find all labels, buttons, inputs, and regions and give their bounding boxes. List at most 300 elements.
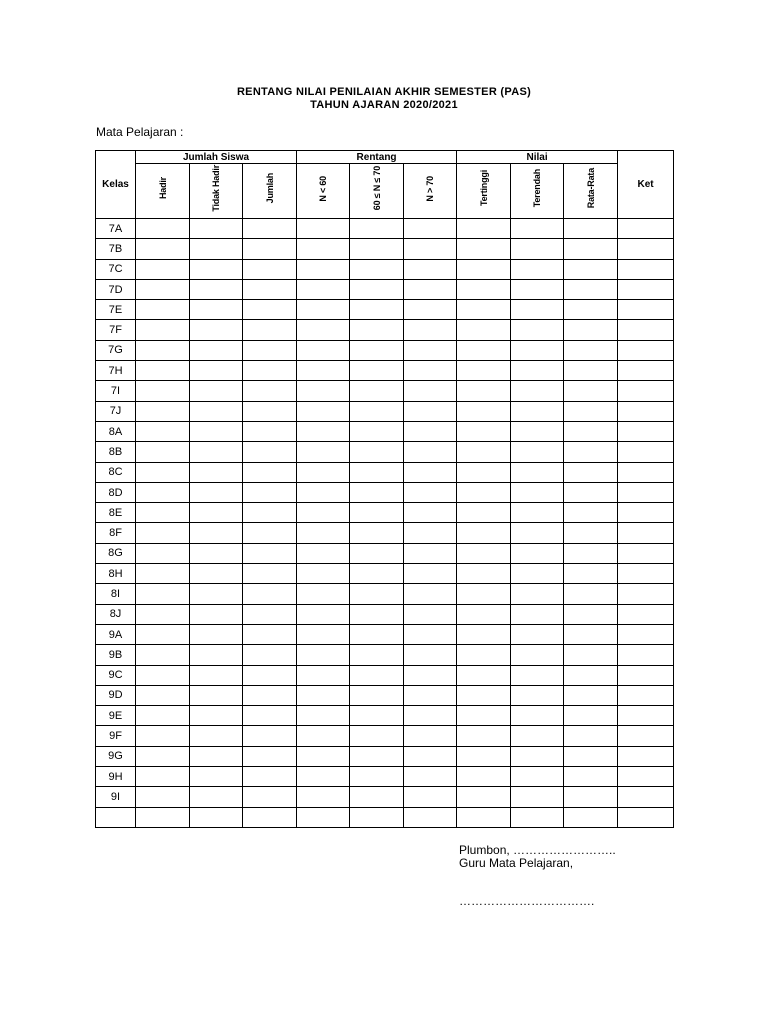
entry-cell	[564, 361, 618, 381]
entry-cell	[511, 746, 564, 766]
entry-cell	[243, 645, 297, 665]
entry-cell	[243, 685, 297, 705]
entry-cell	[190, 543, 243, 563]
entry-cell	[297, 645, 350, 665]
entry-cell	[136, 543, 190, 563]
entry-cell	[404, 523, 457, 543]
entry-cell	[136, 787, 190, 807]
entry-cell	[350, 340, 404, 360]
kelas-cell: 9A	[96, 624, 136, 644]
entry-cell	[511, 421, 564, 441]
entry-cell	[564, 340, 618, 360]
kelas-cell: 8J	[96, 604, 136, 624]
entry-cell	[457, 421, 511, 441]
entry-cell	[243, 503, 297, 523]
entry-cell	[136, 645, 190, 665]
table-body	[96, 219, 674, 828]
kelas-cell: 7H	[96, 361, 136, 381]
entry-cell	[457, 543, 511, 563]
entry-cell	[564, 239, 618, 259]
table-row	[96, 645, 674, 665]
entry-cell	[404, 259, 457, 279]
header-rentang: Rentang	[297, 151, 457, 164]
entry-cell	[297, 462, 350, 482]
entry-cell	[297, 279, 350, 299]
kelas-cell: 7J	[96, 401, 136, 421]
entry-cell	[190, 503, 243, 523]
header-n-lt-60: N < 60	[318, 175, 329, 202]
entry-cell	[350, 279, 404, 299]
kelas-cell: 7B	[96, 239, 136, 259]
entry-cell	[136, 726, 190, 746]
entry-cell	[457, 787, 511, 807]
table-row	[96, 767, 674, 787]
entry-cell	[511, 685, 564, 705]
table-row	[96, 584, 674, 604]
entry-cell	[190, 523, 243, 543]
entry-cell	[136, 219, 190, 239]
entry-cell	[350, 320, 404, 340]
entry-cell	[564, 421, 618, 441]
entry-cell	[511, 624, 564, 644]
entry-cell	[243, 279, 297, 299]
entry-cell	[457, 685, 511, 705]
entry-cell	[404, 564, 457, 584]
entry-cell	[404, 807, 457, 827]
entry-cell	[511, 361, 564, 381]
kelas-cell: 7C	[96, 259, 136, 279]
entry-cell	[618, 543, 674, 563]
entry-cell	[190, 624, 243, 644]
entry-cell	[297, 807, 350, 827]
entry-cell	[457, 503, 511, 523]
entry-cell	[618, 685, 674, 705]
entry-cell	[404, 543, 457, 563]
entry-cell	[564, 787, 618, 807]
kelas-cell: 7E	[96, 300, 136, 320]
entry-cell	[564, 624, 618, 644]
entry-cell	[350, 685, 404, 705]
entry-cell	[297, 239, 350, 259]
entry-cell	[618, 401, 674, 421]
header-n-gt-70-cell	[404, 164, 457, 219]
entry-cell	[243, 523, 297, 543]
entry-cell	[243, 584, 297, 604]
entry-cell	[564, 604, 618, 624]
entry-cell	[297, 482, 350, 502]
entry-cell	[511, 584, 564, 604]
kelas-cell: 9D	[96, 685, 136, 705]
entry-cell	[511, 726, 564, 746]
entry-cell	[564, 523, 618, 543]
table-row	[96, 787, 674, 807]
table-row	[96, 462, 674, 482]
kelas-cell: 9H	[96, 767, 136, 787]
entry-cell	[511, 787, 564, 807]
entry-cell	[190, 726, 243, 746]
entry-cell	[457, 584, 511, 604]
entry-cell	[243, 259, 297, 279]
entry-cell	[457, 767, 511, 787]
entry-cell	[190, 279, 243, 299]
entry-cell	[511, 665, 564, 685]
entry-cell	[511, 462, 564, 482]
header-n-gt-70: N > 70	[425, 175, 436, 202]
entry-cell	[511, 279, 564, 299]
entry-cell	[190, 584, 243, 604]
entry-cell	[564, 401, 618, 421]
table-row	[96, 340, 674, 360]
kelas-cell: 8I	[96, 584, 136, 604]
entry-cell	[243, 340, 297, 360]
entry-cell	[350, 503, 404, 523]
entry-cell	[190, 482, 243, 502]
header-tidak-hadir-cell	[190, 164, 243, 219]
entry-cell	[457, 381, 511, 401]
entry-cell	[618, 300, 674, 320]
entry-cell	[190, 401, 243, 421]
entry-cell	[297, 746, 350, 766]
kelas-cell: 8D	[96, 482, 136, 502]
entry-cell	[564, 746, 618, 766]
entry-cell	[190, 259, 243, 279]
header-n-lt-60-cell	[297, 164, 350, 219]
entry-cell	[243, 726, 297, 746]
entry-cell	[190, 361, 243, 381]
kelas-cell: 7G	[96, 340, 136, 360]
entry-cell	[457, 259, 511, 279]
entry-cell	[618, 340, 674, 360]
entry-cell	[297, 665, 350, 685]
entry-cell	[457, 807, 511, 827]
entry-cell	[404, 381, 457, 401]
table-row	[96, 300, 674, 320]
entry-cell	[190, 421, 243, 441]
entry-cell	[511, 401, 564, 421]
entry-cell	[136, 665, 190, 685]
table-row	[96, 624, 674, 644]
entry-cell	[297, 381, 350, 401]
entry-cell	[404, 767, 457, 787]
kelas-cell	[96, 807, 136, 827]
entry-cell	[190, 239, 243, 259]
entry-cell	[404, 787, 457, 807]
entry-cell	[350, 482, 404, 502]
entry-cell	[511, 482, 564, 502]
entry-cell	[136, 340, 190, 360]
entry-cell	[350, 706, 404, 726]
score-range-table	[95, 150, 674, 828]
entry-cell	[618, 462, 674, 482]
table-row	[96, 482, 674, 502]
entry-cell	[457, 462, 511, 482]
kelas-cell: 8G	[96, 543, 136, 563]
entry-cell	[297, 726, 350, 746]
entry-cell	[350, 300, 404, 320]
entry-cell	[618, 807, 674, 827]
header-hadir-cell	[136, 164, 190, 219]
entry-cell	[511, 604, 564, 624]
entry-cell	[404, 239, 457, 259]
entry-cell	[404, 421, 457, 441]
entry-cell	[404, 503, 457, 523]
kelas-cell: 8F	[96, 523, 136, 543]
entry-cell	[297, 259, 350, 279]
entry-cell	[350, 624, 404, 644]
entry-cell	[404, 746, 457, 766]
entry-cell	[457, 604, 511, 624]
entry-cell	[457, 482, 511, 502]
entry-cell	[243, 767, 297, 787]
entry-cell	[297, 219, 350, 239]
entry-cell	[511, 300, 564, 320]
entry-cell	[350, 807, 404, 827]
entry-cell	[136, 401, 190, 421]
entry-cell	[243, 787, 297, 807]
table-row	[96, 279, 674, 299]
entry-cell	[618, 604, 674, 624]
entry-cell	[190, 564, 243, 584]
entry-cell	[404, 279, 457, 299]
entry-cell	[457, 624, 511, 644]
table-row	[96, 665, 674, 685]
entry-cell	[618, 787, 674, 807]
entry-cell	[190, 746, 243, 766]
entry-cell	[457, 726, 511, 746]
entry-cell	[350, 442, 404, 462]
entry-cell	[297, 767, 350, 787]
entry-cell	[457, 361, 511, 381]
entry-cell	[618, 523, 674, 543]
entry-cell	[243, 320, 297, 340]
header-nilai: Nilai	[457, 151, 618, 164]
entry-cell	[136, 685, 190, 705]
kelas-cell: 8H	[96, 564, 136, 584]
table-row	[96, 604, 674, 624]
entry-cell	[243, 401, 297, 421]
entry-cell	[404, 320, 457, 340]
entry-cell	[404, 462, 457, 482]
entry-cell	[136, 482, 190, 502]
kelas-cell: 8C	[96, 462, 136, 482]
entry-cell	[511, 767, 564, 787]
entry-cell	[511, 523, 564, 543]
header-terendah-cell	[511, 164, 564, 219]
kelas-cell: 9B	[96, 645, 136, 665]
entry-cell	[350, 564, 404, 584]
entry-cell	[564, 767, 618, 787]
entry-cell	[457, 665, 511, 685]
entry-cell	[404, 300, 457, 320]
entry-cell	[190, 340, 243, 360]
entry-cell	[618, 767, 674, 787]
entry-cell	[404, 584, 457, 604]
entry-cell	[511, 564, 564, 584]
entry-cell	[243, 239, 297, 259]
entry-cell	[564, 279, 618, 299]
entry-cell	[618, 320, 674, 340]
entry-cell	[136, 523, 190, 543]
entry-cell	[297, 503, 350, 523]
entry-cell	[297, 361, 350, 381]
entry-cell	[297, 624, 350, 644]
entry-cell	[564, 726, 618, 746]
entry-cell	[618, 564, 674, 584]
entry-cell	[564, 442, 618, 462]
entry-cell	[136, 807, 190, 827]
kelas-cell: 7I	[96, 381, 136, 401]
table-row	[96, 503, 674, 523]
entry-cell	[350, 584, 404, 604]
entry-cell	[136, 706, 190, 726]
entry-cell	[190, 442, 243, 462]
entry-cell	[350, 645, 404, 665]
entry-cell	[404, 645, 457, 665]
entry-cell	[404, 604, 457, 624]
header-jumlah: Jumlah	[264, 173, 275, 204]
table-row	[96, 685, 674, 705]
table-row	[96, 726, 674, 746]
subject-label: Mata Pelajaran :	[96, 125, 184, 139]
table-row	[96, 442, 674, 462]
entry-cell	[618, 624, 674, 644]
entry-cell	[243, 361, 297, 381]
entry-cell	[457, 442, 511, 462]
header-rata-rata-cell	[564, 164, 618, 219]
entry-cell	[564, 320, 618, 340]
entry-cell	[136, 462, 190, 482]
entry-cell	[564, 584, 618, 604]
entry-cell	[136, 564, 190, 584]
entry-cell	[457, 219, 511, 239]
kelas-cell: 9G	[96, 746, 136, 766]
header-terendah: Terendah	[532, 169, 543, 208]
table-row	[96, 361, 674, 381]
entry-cell	[243, 543, 297, 563]
header-tertinggi-cell	[457, 164, 511, 219]
entry-cell	[564, 564, 618, 584]
entry-cell	[618, 279, 674, 299]
entry-cell	[564, 685, 618, 705]
entry-cell	[243, 706, 297, 726]
entry-cell	[350, 543, 404, 563]
entry-cell	[297, 564, 350, 584]
entry-cell	[511, 381, 564, 401]
entry-cell	[457, 340, 511, 360]
header-ket: Ket	[618, 151, 674, 219]
entry-cell	[457, 645, 511, 665]
entry-cell	[136, 320, 190, 340]
entry-cell	[190, 807, 243, 827]
entry-cell	[243, 624, 297, 644]
entry-cell	[190, 604, 243, 624]
signature-name-line: …………………………….	[459, 894, 595, 908]
entry-cell	[511, 807, 564, 827]
entry-cell	[564, 503, 618, 523]
entry-cell	[297, 787, 350, 807]
entry-cell	[404, 706, 457, 726]
entry-cell	[297, 584, 350, 604]
entry-cell	[618, 381, 674, 401]
header-kelas: Kelas	[96, 151, 136, 219]
entry-cell	[136, 767, 190, 787]
header-rata-rata: Rata-Rata	[585, 168, 596, 209]
entry-cell	[618, 706, 674, 726]
entry-cell	[350, 259, 404, 279]
entry-cell	[297, 706, 350, 726]
table-row	[96, 543, 674, 563]
entry-cell	[404, 624, 457, 644]
entry-cell	[243, 564, 297, 584]
entry-cell	[136, 421, 190, 441]
entry-cell	[511, 239, 564, 259]
entry-cell	[404, 219, 457, 239]
entry-cell	[511, 320, 564, 340]
entry-cell	[136, 746, 190, 766]
entry-cell	[457, 523, 511, 543]
entry-cell	[457, 300, 511, 320]
entry-cell	[511, 706, 564, 726]
signature-place-date: Plumbon, ……………………..	[459, 843, 616, 857]
entry-cell	[564, 543, 618, 563]
entry-cell	[243, 482, 297, 502]
entry-cell	[618, 584, 674, 604]
entry-cell	[243, 442, 297, 462]
entry-cell	[457, 706, 511, 726]
entry-cell	[136, 381, 190, 401]
entry-cell	[511, 543, 564, 563]
entry-cell	[297, 604, 350, 624]
entry-cell	[350, 462, 404, 482]
entry-cell	[404, 665, 457, 685]
entry-cell	[564, 219, 618, 239]
entry-cell	[350, 219, 404, 239]
entry-cell	[243, 665, 297, 685]
entry-cell	[190, 462, 243, 482]
table-row	[96, 421, 674, 441]
entry-cell	[350, 381, 404, 401]
entry-cell	[297, 320, 350, 340]
document-title-line2: TAHUN AJARAN 2020/2021	[310, 99, 458, 111]
table-row	[96, 259, 674, 279]
header-jumlah-siswa: Jumlah Siswa	[136, 151, 297, 164]
entry-cell	[350, 767, 404, 787]
entry-cell	[136, 361, 190, 381]
entry-cell	[618, 645, 674, 665]
entry-cell	[190, 645, 243, 665]
entry-cell	[297, 543, 350, 563]
entry-cell	[511, 503, 564, 523]
entry-cell	[404, 685, 457, 705]
kelas-cell: 7D	[96, 279, 136, 299]
entry-cell	[136, 584, 190, 604]
entry-cell	[350, 421, 404, 441]
entry-cell	[297, 340, 350, 360]
entry-cell	[404, 401, 457, 421]
entry-cell	[350, 523, 404, 543]
entry-cell	[190, 381, 243, 401]
entry-cell	[511, 645, 564, 665]
entry-cell	[190, 300, 243, 320]
entry-cell	[618, 665, 674, 685]
entry-cell	[618, 503, 674, 523]
kelas-cell: 9I	[96, 787, 136, 807]
entry-cell	[511, 340, 564, 360]
table-row	[96, 706, 674, 726]
kelas-cell: 9E	[96, 706, 136, 726]
entry-cell	[457, 239, 511, 259]
entry-cell	[618, 361, 674, 381]
